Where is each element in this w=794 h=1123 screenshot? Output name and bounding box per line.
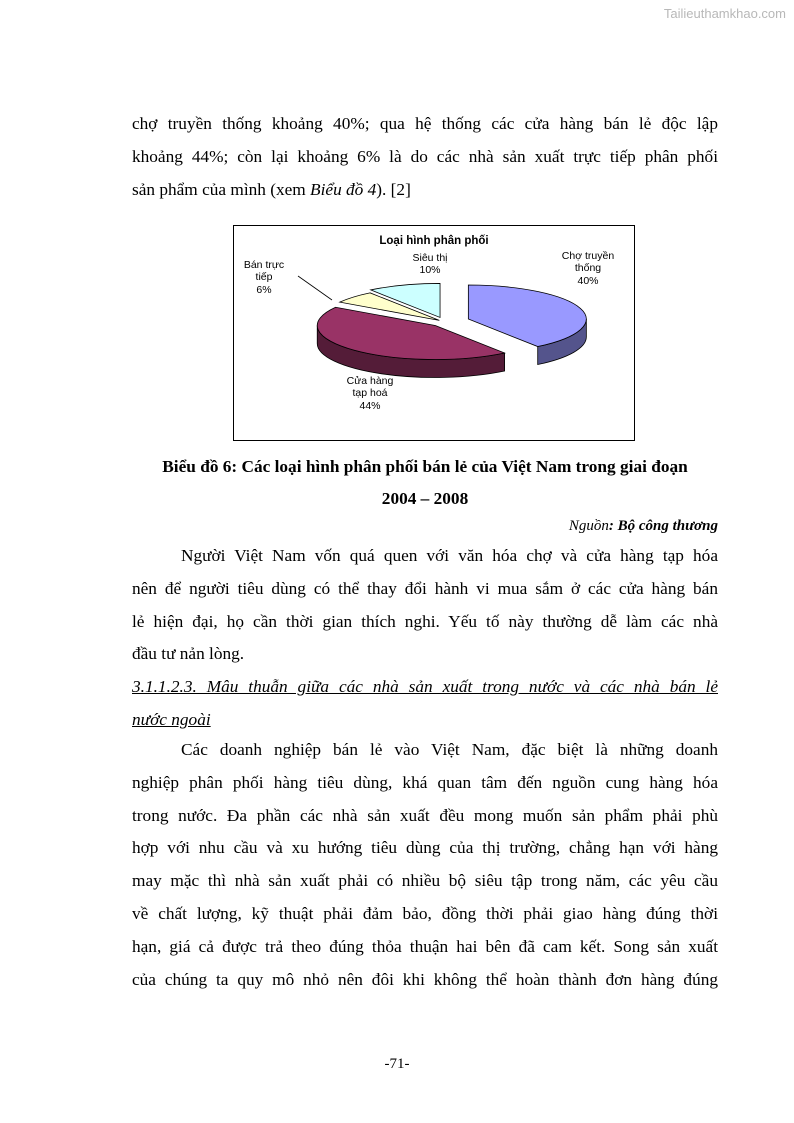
page-number: -71- [384,1056,410,1072]
label-grocery-1: Cửa hàng [346,375,394,387]
source-prefix: Nguồn [568,518,609,534]
para2-line-3: lẻ hiện đại, họ cần thời gian thích nghi. Yếu tố này thường dễ làm các nhà [132,611,718,631]
pie-chart-svg [234,226,634,440]
source-note [569,518,718,535]
label-direct-1: Bán trực [243,259,285,271]
para3-line-2: nghiệp phân phối hàng tiêu dùng, khá quan tâm đến nguồn cung hàng hóa [132,772,718,792]
pie-chart [233,225,635,441]
label-traditional-market-1: Chợ truyền [561,250,615,262]
section-heading-line-2: nước ngoài [132,709,211,729]
paragraph-3 [132,734,718,996]
section-heading-line-1: 3.1.1.2.3. Mâu thuẫn giữa các nhà sản xuất trong nước và các nhà bán lẻ [132,677,718,696]
chart-reference: Biểu đồ 4 [310,179,377,199]
intro-line-2: khoảng 44%; còn lại khoảng 6% là do các nhà sản xuất trực tiếp phân phối [132,146,718,166]
para3-line-1: Các doanh nghiệp bán lẻ vào Việt Nam, đặc biệt là những doanh [181,740,718,759]
label-grocery-pct: 44% [359,400,381,412]
para3-line-6: về chất lượng, kỹ thuật phải đảm bảo, đồng thời phải giao hàng đúng thời [132,903,718,923]
intro-line-3 [132,174,718,207]
para3-line-5: may mặc thì nhà sản xuất phải có nhiều bộ siêu tập trong năm, các yêu cầu [132,871,718,891]
label-supermarket-1: Siêu thị [412,252,448,264]
section-heading [132,671,718,737]
label-traditional-market-pct: 40% [577,275,599,287]
chart-caption [132,451,718,515]
pie-slice-0 [468,285,586,347]
watermark: Tailieuthamkhao.com [663,6,786,21]
intro-paragraph [132,108,718,206]
para3-line-8: của chúng ta quy mô nhỏ nên đôi khi không thể hoàn thành đơn hàng đúng [132,969,718,989]
para2-line-1: Người Việt Nam vốn quá quen với văn hóa chợ và cửa hàng tạp hóa [181,546,718,565]
intro-line-3-prefix: sản phẩm của mình (xem [132,179,311,199]
paragraph-2 [132,540,718,671]
intro-line-1: chợ truyền thống khoảng 40%; qua hệ thống các cửa hàng bán lẻ độc lập [132,114,718,133]
para2-line-2: nên để người tiêu dùng có thể thay đổi hành vi mua sắm ở các cửa hàng bán [132,578,718,598]
pie-slices [317,283,586,377]
label-traditional-market-2: thống [574,262,602,274]
leader-lines [298,276,332,300]
para3-line-7: hạn, giá cả được trả theo đúng thỏa thuận hai bên đã cam kết. Song sản xuất [132,936,718,956]
label-grocery-2: tạp hoá [352,387,388,399]
caption-line-1: Biểu đồ 6: Các loại hình phân phối bán lẻ của Việt Nam trong giai đoạn [162,457,688,476]
leader-line-direct [298,276,332,300]
label-direct-2: tiếp [255,271,273,283]
para3-line-3: trong nước. Đa phần các nhà sản xuất đều mong muốn sản phẩm phải phù [132,805,718,825]
label-direct-pct: 6% [256,284,272,296]
source-value: : Bộ công thương [608,518,718,534]
caption-line-2: 2004 – 2008 [381,489,469,508]
para2-line-4: đầu tư nản lòng. [132,644,245,664]
para3-line-4: hợp với nhu cầu và xu hướng tiêu dùng của thị trường, chẳng hạn với hàng [132,838,718,858]
chart-title: Loại hình phân phối [379,235,489,247]
label-supermarket-pct: 10% [419,264,441,276]
intro-line-3-suffix: ). [2] [376,179,411,199]
